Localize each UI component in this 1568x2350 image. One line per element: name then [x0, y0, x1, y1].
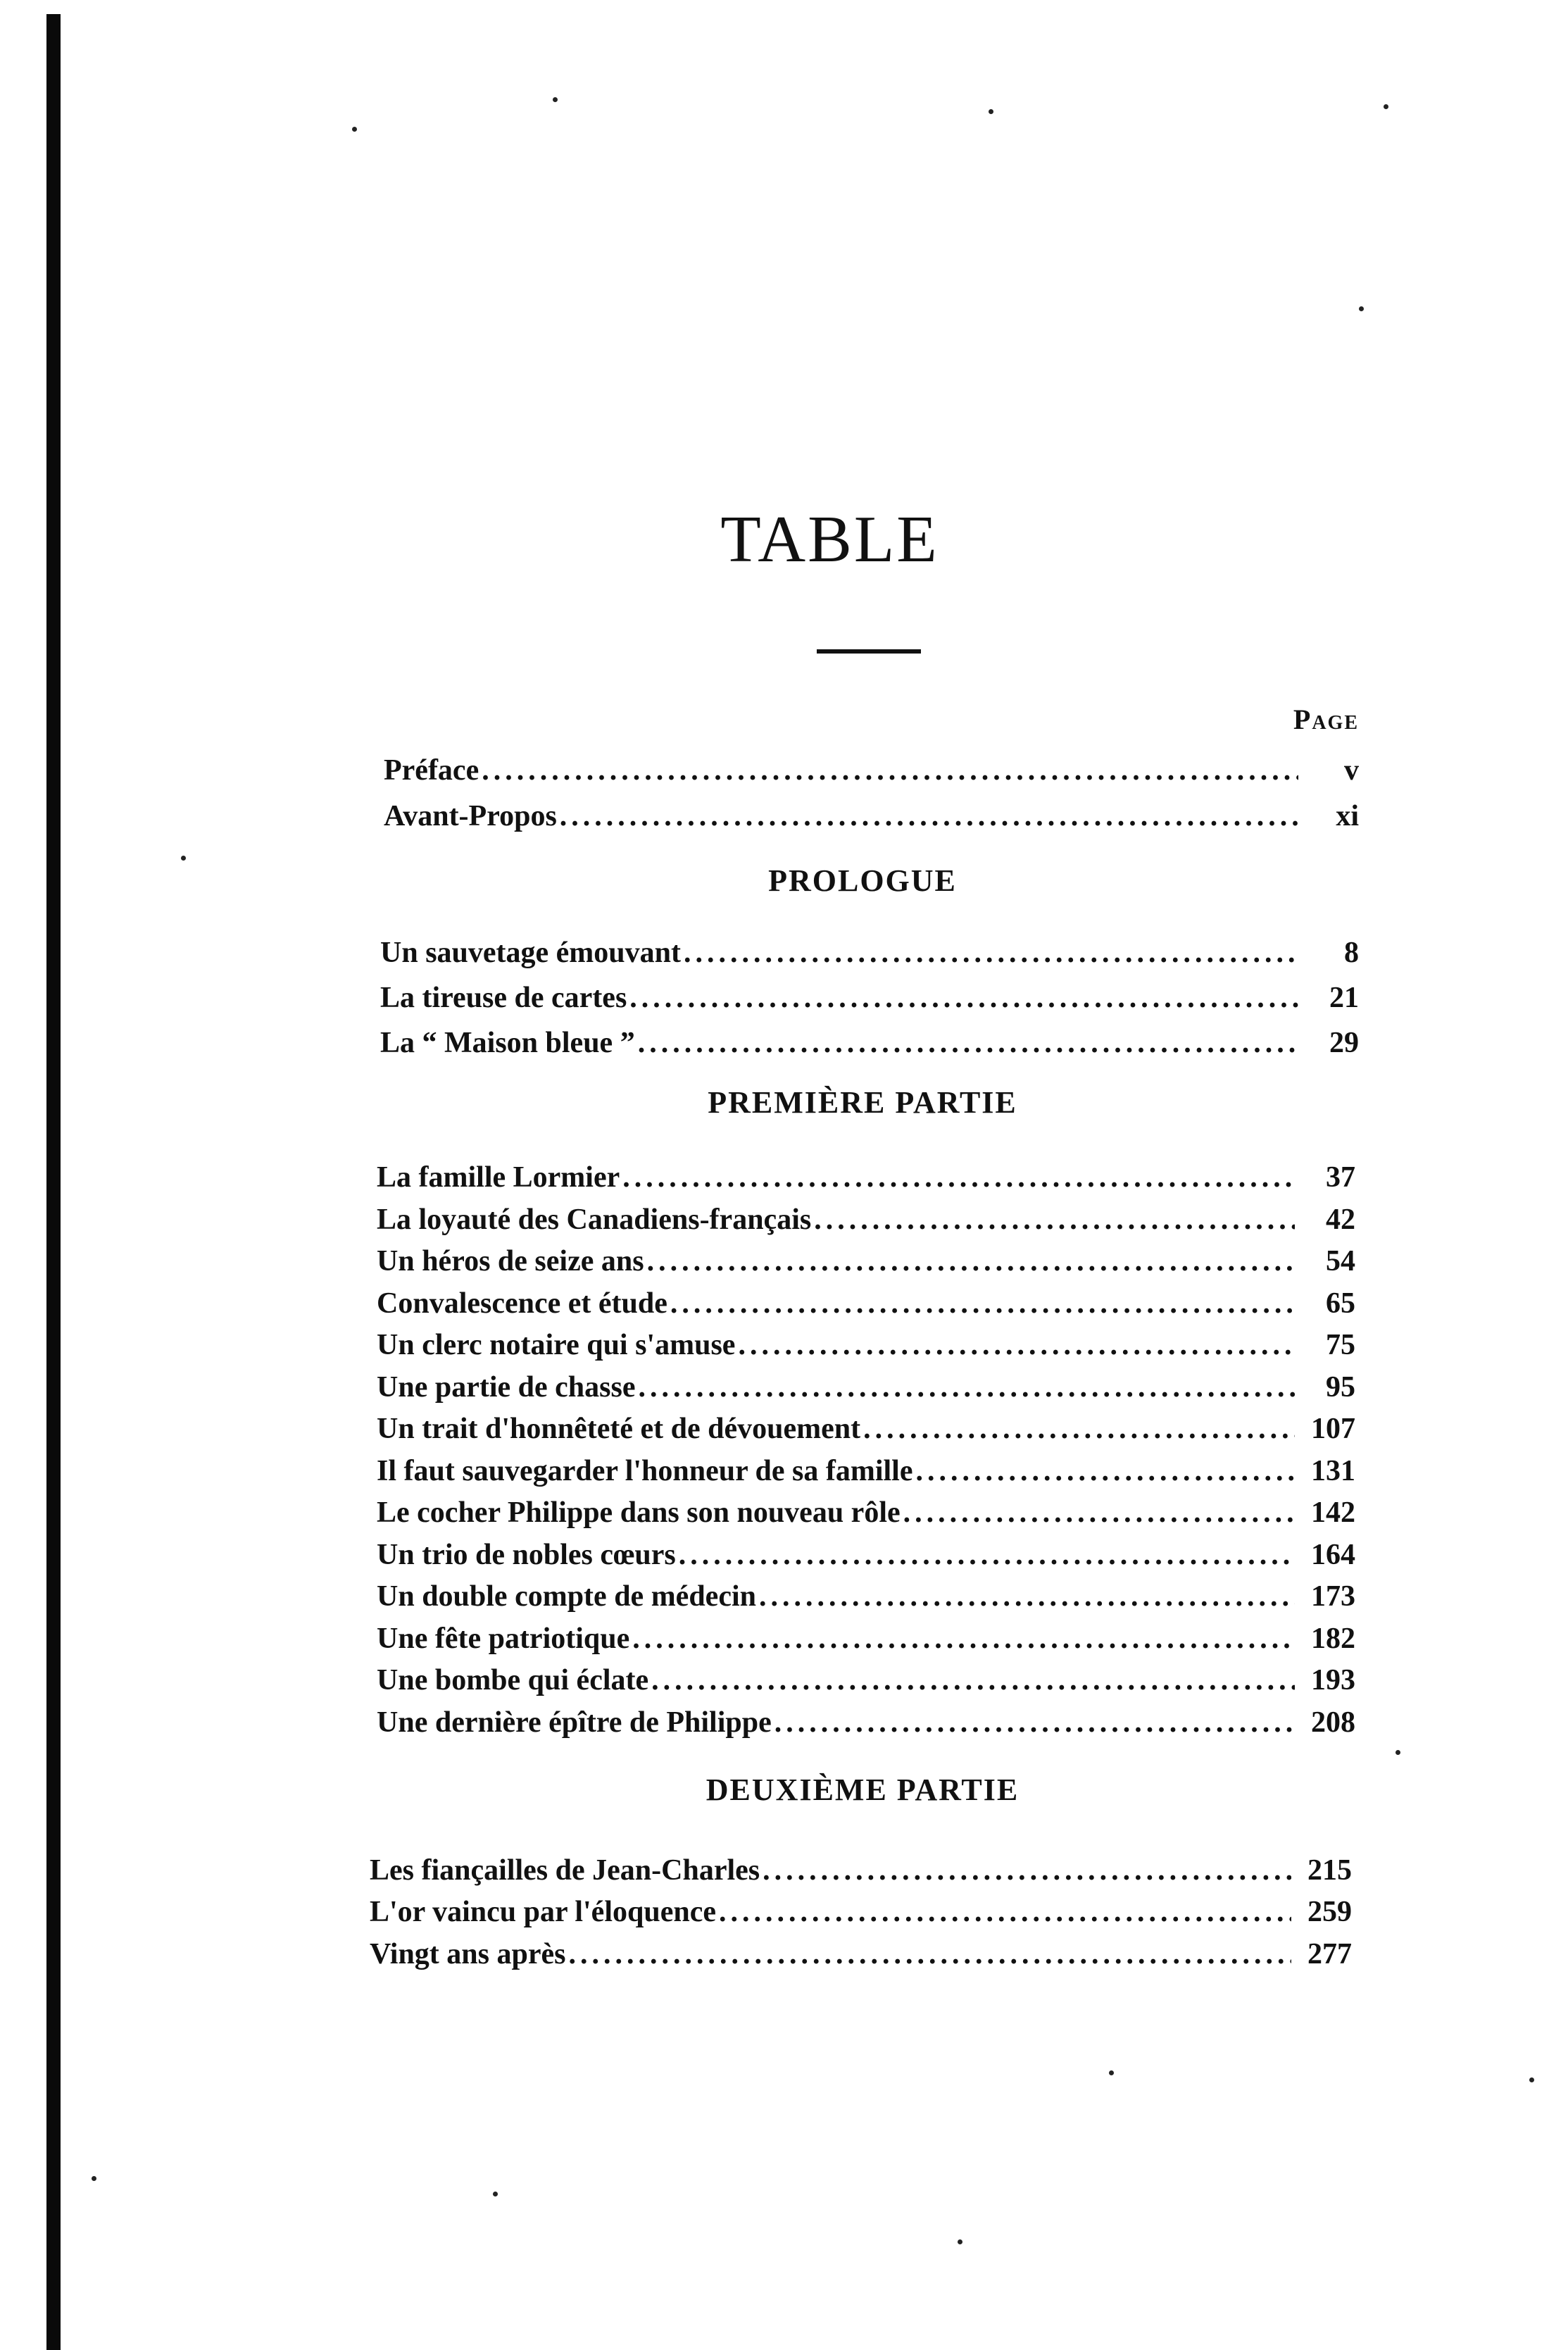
scan-speck: [1529, 2077, 1534, 2082]
dot-leader: [903, 1492, 1295, 1533]
toc-entry[interactable]: [377, 1408, 1355, 1449]
toc-entry-label: Vingt ans après: [370, 1938, 566, 1970]
dot-leader: [651, 1660, 1295, 1701]
toc-entry[interactable]: [377, 1492, 1355, 1533]
section-heading-deuxieme-partie: DEUXIÈME PARTIE: [705, 1773, 1020, 1807]
scan-speck: [1395, 1750, 1400, 1755]
dot-leader: [622, 1157, 1295, 1198]
toc-entry-page: 173: [1311, 1580, 1355, 1613]
scan-speck: [352, 127, 357, 132]
dot-leader: [774, 1702, 1295, 1743]
toc-entry[interactable]: [384, 796, 1359, 837]
toc-entry[interactable]: [377, 1618, 1355, 1659]
scan-speck: [1359, 306, 1364, 311]
toc-entry-label: Les fiançailles de Jean-Charles: [370, 1854, 760, 1887]
toc-entry-page: 107: [1311, 1413, 1355, 1445]
toc-entry-label: Avant-Propos: [384, 800, 557, 832]
toc-entry[interactable]: [370, 1850, 1352, 1891]
toc-entry-page: 277: [1307, 1938, 1352, 1970]
toc-entry[interactable]: [370, 1934, 1352, 1975]
toc-entry-page: 164: [1311, 1539, 1355, 1571]
dot-leader: [638, 1023, 1298, 1063]
toc-entry[interactable]: [377, 1660, 1355, 1701]
toc-entry-label: Une dernière épître de Philippe: [377, 1706, 772, 1739]
toc-entry-label: Une partie de chasse: [377, 1371, 636, 1404]
toc-entry[interactable]: [377, 1367, 1355, 1408]
toc-entry-page: 215: [1307, 1854, 1352, 1887]
dot-leader: [647, 1241, 1295, 1282]
toc-entry-label: Un clerc notaire qui s'amuse: [377, 1329, 736, 1361]
scan-speck: [553, 97, 558, 102]
toc-entry-label: Un double compte de médecin: [377, 1580, 756, 1613]
scan-speck: [958, 2239, 962, 2244]
toc-entry-label: Un trio de nobles cœurs: [377, 1539, 676, 1571]
toc-entry[interactable]: [377, 1576, 1355, 1617]
dot-leader: [629, 977, 1298, 1018]
book-spine-shadow: [46, 14, 61, 2350]
page-column-heading: Page: [1293, 704, 1359, 735]
dot-leader: [568, 1934, 1291, 1975]
scan-speck: [989, 109, 993, 114]
toc-entry[interactable]: [377, 1535, 1355, 1575]
toc-entry[interactable]: [380, 932, 1359, 973]
toc-entry-page: 259: [1307, 1896, 1352, 1928]
dot-leader: [560, 796, 1298, 837]
toc-entry-label: Convalescence et étude: [377, 1287, 667, 1320]
toc-entry-label: Préface: [384, 754, 479, 787]
toc-entry-page: 29: [1329, 1027, 1359, 1059]
toc-entry-page: 65: [1326, 1287, 1355, 1320]
dot-leader: [738, 1325, 1295, 1365]
toc-entry-page: 182: [1311, 1623, 1355, 1655]
toc-entry-page: 131: [1311, 1455, 1355, 1487]
toc-entry-label: L'or vaincu par l'éloquence: [370, 1896, 716, 1928]
toc-entry-label: Le cocher Philippe dans son nouveau rôle: [377, 1496, 901, 1529]
toc-entry[interactable]: [377, 1325, 1355, 1365]
scan-speck: [181, 856, 186, 861]
toc-entry-page: 42: [1326, 1204, 1355, 1236]
scan-speck: [1109, 2070, 1114, 2075]
toc-entry-page: 95: [1326, 1371, 1355, 1404]
dot-leader: [482, 750, 1298, 791]
toc-entry-label: Une bombe qui éclate: [377, 1664, 649, 1696]
toc-entry[interactable]: [377, 1241, 1355, 1282]
toc-entry[interactable]: [384, 750, 1359, 791]
toc-entry-label: La tireuse de cartes: [380, 982, 627, 1014]
dot-leader: [684, 932, 1298, 973]
toc-entry-page: 193: [1311, 1664, 1355, 1696]
toc-entry[interactable]: [377, 1157, 1355, 1198]
dot-leader: [814, 1199, 1295, 1240]
dot-leader: [719, 1892, 1291, 1932]
toc-entry-page: 37: [1326, 1161, 1355, 1194]
section-heading-premiere-partie: PREMIÈRE PARTIE: [708, 1085, 1017, 1120]
dot-leader: [759, 1576, 1295, 1617]
dot-leader: [863, 1408, 1295, 1449]
toc-entry-page: 208: [1311, 1706, 1355, 1739]
scan-speck: [92, 2176, 96, 2181]
dot-leader: [670, 1283, 1295, 1324]
toc-entry-page: 142: [1311, 1496, 1355, 1529]
scan-speck: [493, 2192, 498, 2196]
toc-entry-page: 21: [1329, 982, 1359, 1014]
toc-entry-label: Il faut sauvegarder l'honneur de sa famille: [377, 1455, 913, 1487]
toc-entry[interactable]: [377, 1451, 1355, 1492]
toc-entry[interactable]: [377, 1702, 1355, 1743]
toc-entry[interactable]: [377, 1199, 1355, 1240]
toc-entry-label: Un sauvetage émouvant: [380, 937, 681, 969]
toc-entry-page: v: [1344, 754, 1359, 787]
toc-entry-page: 8: [1344, 937, 1359, 969]
toc-entry[interactable]: [380, 977, 1359, 1018]
toc-entry-label: Une fête patriotique: [377, 1623, 630, 1655]
toc-entry-label: La “ Maison bleue ”: [380, 1027, 635, 1059]
dot-leader: [763, 1850, 1291, 1891]
toc-entry[interactable]: [370, 1892, 1352, 1932]
toc-entry[interactable]: [380, 1023, 1359, 1063]
toc-entry-label: La famille Lormier: [377, 1161, 620, 1194]
dot-leader: [915, 1451, 1295, 1492]
page-title: TABLE: [720, 503, 939, 576]
dot-leader: [679, 1535, 1295, 1575]
toc-entry-page: 54: [1326, 1245, 1355, 1277]
scan-speck: [1384, 104, 1388, 109]
toc-entry-label: La loyauté des Canadiens-français: [377, 1204, 812, 1236]
section-heading-prologue: PROLOGUE: [768, 863, 957, 898]
toc-entry-page: xi: [1336, 800, 1359, 832]
toc-entry-page: 75: [1326, 1329, 1355, 1361]
dot-leader: [632, 1618, 1295, 1659]
dot-leader: [638, 1367, 1295, 1408]
title-rule: [817, 649, 921, 654]
toc-entry[interactable]: [377, 1283, 1355, 1324]
toc-entry-label: Un trait d'honnêteté et de dévouement: [377, 1413, 861, 1445]
toc-entry-label: Un héros de seize ans: [377, 1245, 644, 1277]
